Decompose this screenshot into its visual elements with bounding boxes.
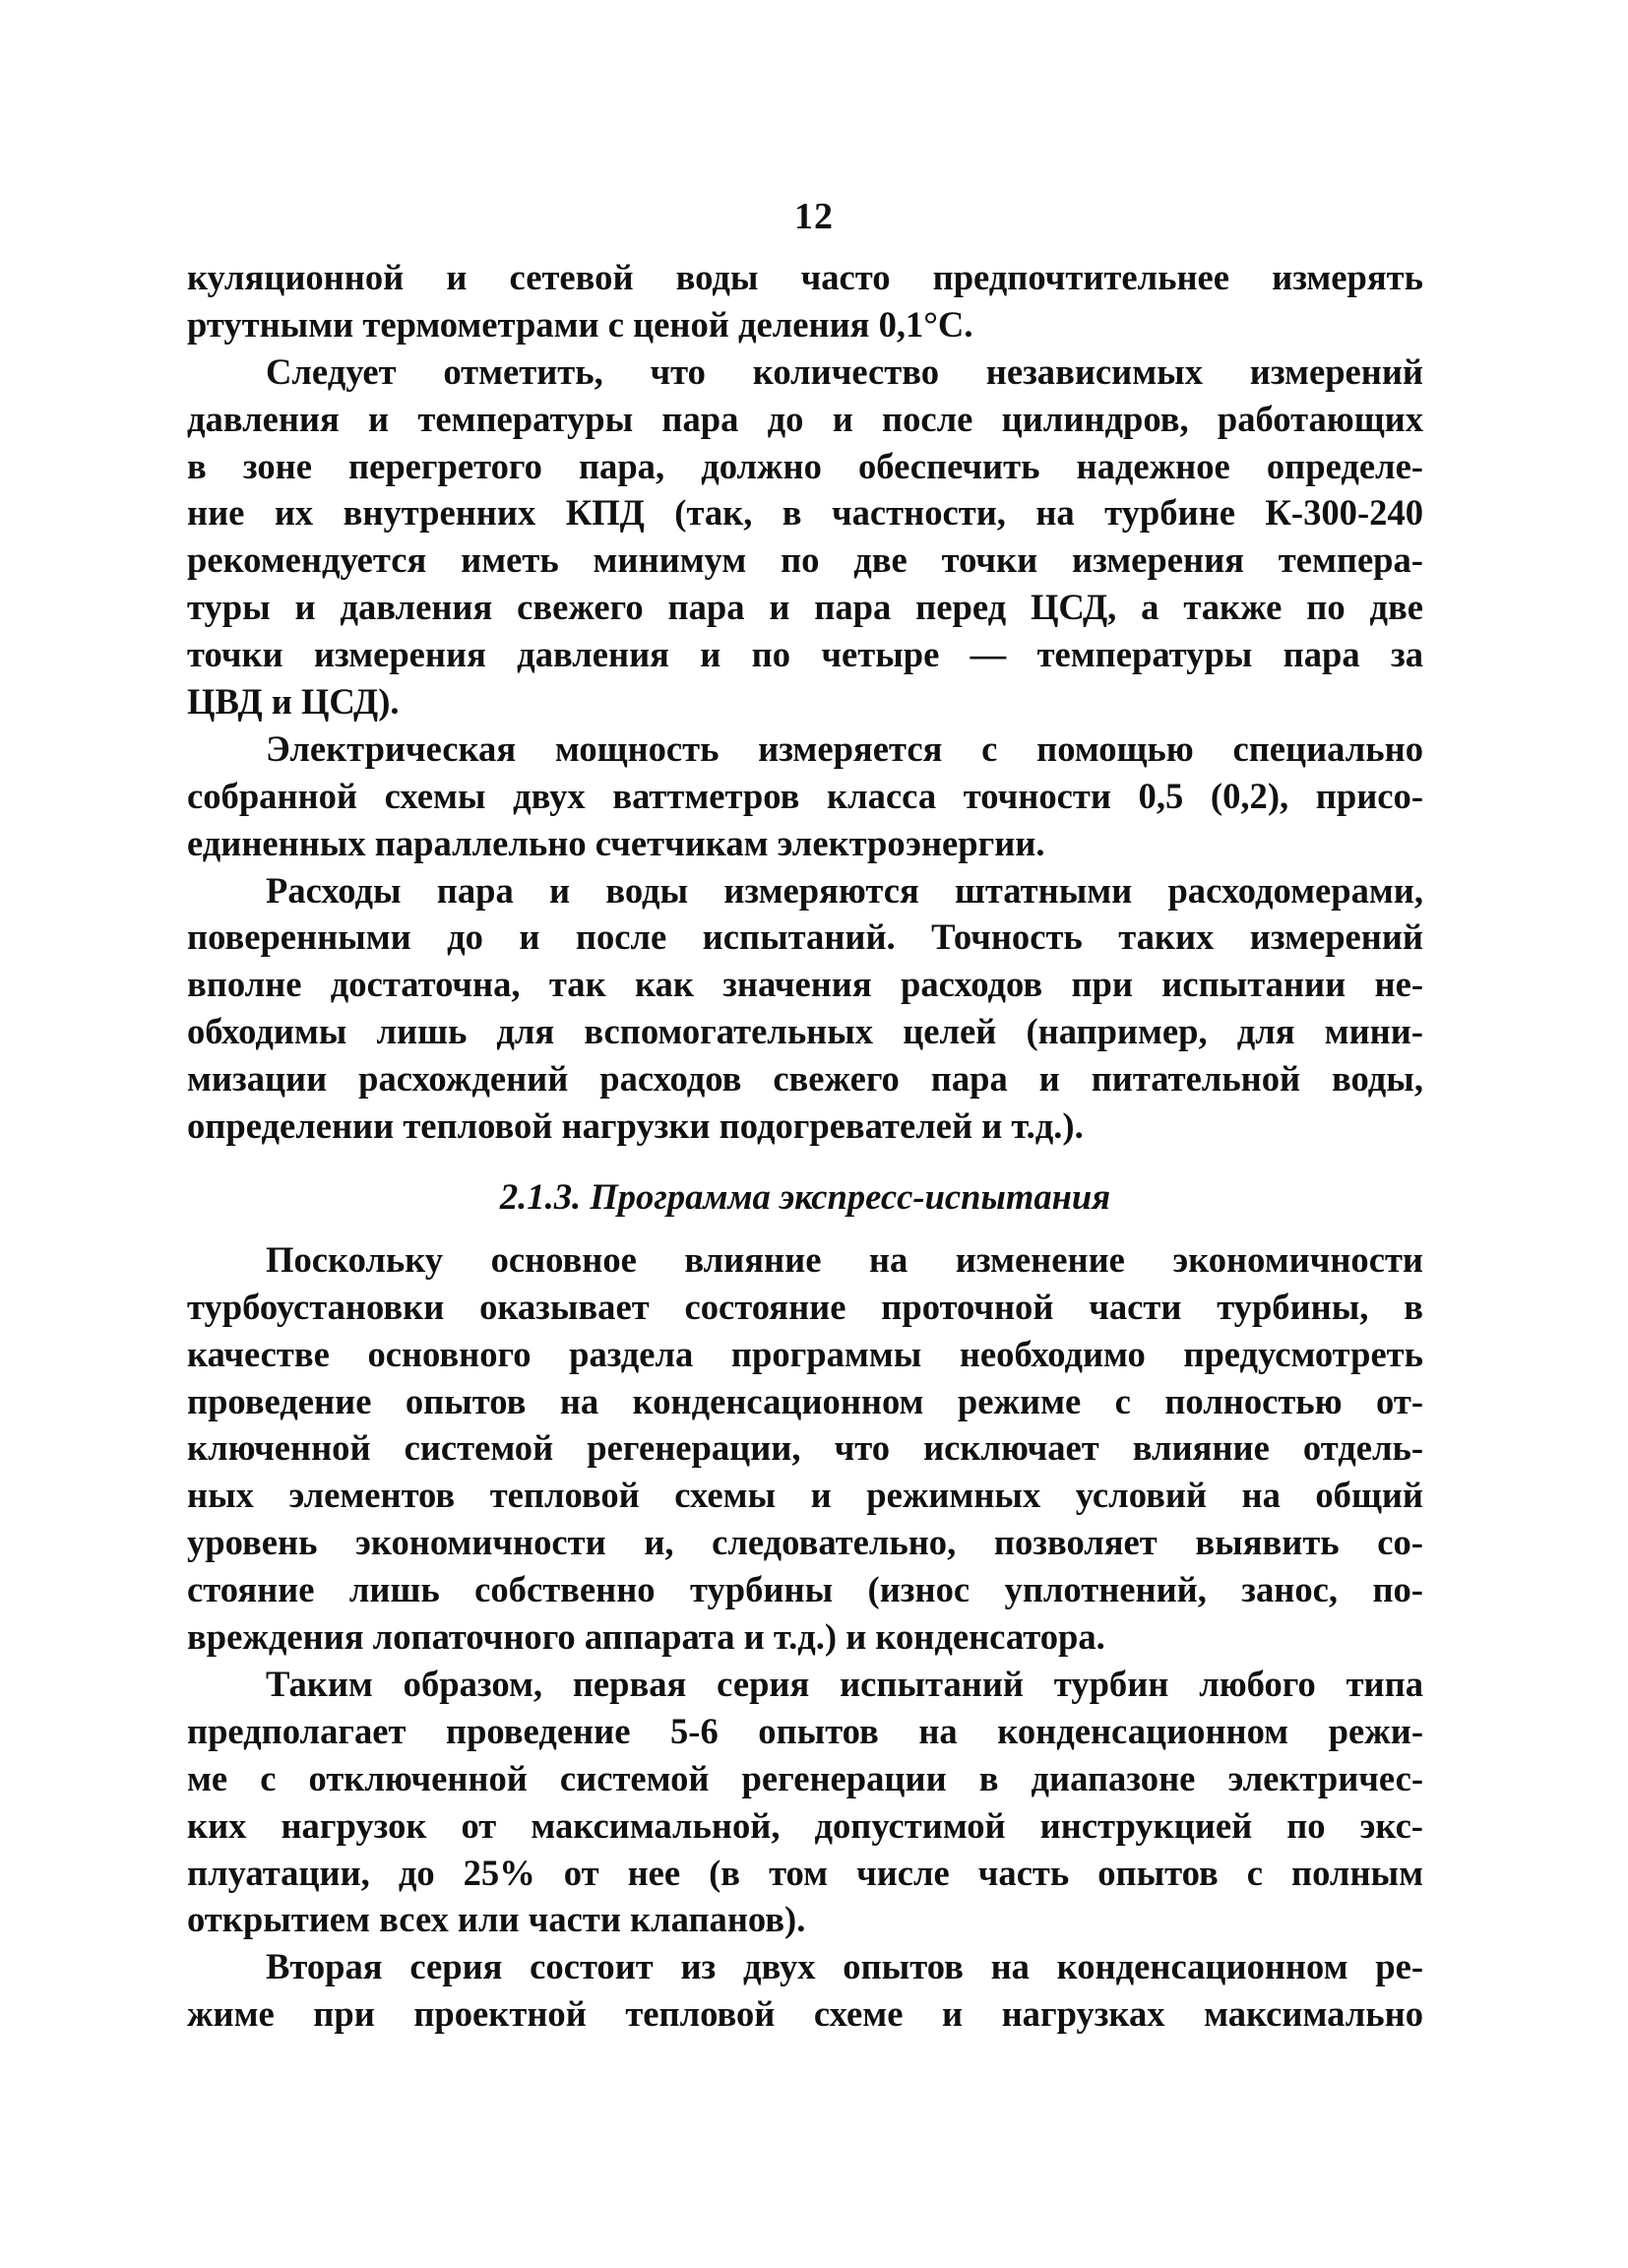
paragraph [187,725,1423,867]
paragraph [187,867,1423,1150]
paragraph [187,1661,1423,1943]
text-line: Поскольку основное влияние на изменение экономичности [266,1238,1423,1280]
text-line: в зоне перегретого пара, должно обеспечить надежное определе- [187,445,1423,486]
text-line: вполне достаточна, так как значения расходов при испытании не- [187,964,1423,1005]
paragraph [187,348,1423,725]
text-line: определении тепловой нагрузки подогревателей и т.д.). [187,1105,1084,1147]
text-line: единенных параллельно счетчикам электроэнергии. [187,822,1045,863]
text-line: мизации расхождений расходов свежего пара и питательной воды, [187,1058,1423,1100]
section-heading: 2.1.3. Программа экспресс-испытания [499,1175,1111,1217]
text-line: ние их внутренних КПД (так, в частности, на турбине К-300-240 [187,492,1423,534]
text-line: собранной схемы двух ваттметров класса точности 0,5 (0,2), присо- [187,775,1423,816]
text-line: ключенной системой регенерации, что исключает влияние отдель- [187,1427,1423,1469]
text-line: проведение опытов на конденсационном режиме с полностью от- [187,1380,1423,1421]
text-line: уровень экономичности и, следовательно, позволяет выявить со- [187,1522,1423,1563]
text-line: ме с отключенной системой регенерации в диапазоне электричес- [187,1757,1423,1798]
paragraph [187,254,1423,348]
text-line: предполагает проведение 5-6 опытов на конденсационном режи- [187,1710,1423,1751]
text-line: турбоустановки оказывает состояние проточной части турбины, в [187,1286,1423,1327]
paragraph [187,1943,1423,2038]
text-line: Следует отметить, что количество независимых измерений [266,350,1423,392]
text-line: куляционной и сетевой воды часто предпочтительнее измерять [187,257,1423,297]
text-line: поверенными до и после испытаний. Точность таких измерений [187,916,1423,958]
text-line: Расходы пара и воды измеряются штатными расходомерами, [266,869,1423,911]
text-line: жиме при проектной тепловой схеме и нагрузках максимально [187,1993,1423,2035]
text-line: качестве основного раздела программы необходимо предусмотреть [187,1333,1423,1374]
text-line: Электрическая мощность измеряется с помощью специально [266,727,1423,769]
text-line: точки измерения давления и по четыре — температуры пара за [187,634,1423,675]
text-line: ных элементов тепловой схемы и режимных условий на общий [187,1475,1423,1516]
text-line: давления и температуры пара до и после цилиндров, работающих [187,398,1423,439]
text-line: Вторая серия состоит из двух опытов на конденсационном ре- [266,1946,1423,1987]
text-line: открытием всех или части клапанов). [187,1899,806,1940]
text-line: рекомендуется иметь минимум по две точки измерения темпера- [187,539,1423,581]
paragraph [187,1236,1423,1661]
text-line: стояние лишь собственно турбины (износ уплотнений, занос, по- [187,1569,1423,1610]
body-text [187,254,1423,2038]
page-number: 12 [794,196,834,237]
text-line: обходимы лишь для вспомогательных целей (например, для мини- [187,1011,1423,1052]
text-line: вреждения лопаточного аппарата и т.д.) и конденсатора. [187,1616,1105,1658]
text-line: ртутными термометрами с ценой деления 0,1°С. [187,303,973,345]
text-line: туры и давления свежего пара и пара перед ЦСД, а также по две [187,587,1423,628]
text-line: ких нагрузок от максимальной, допустимой инструкцией по экс- [187,1804,1423,1846]
text-line: ЦВД и ЦСД). [187,681,400,723]
text-line: Таким образом, первая серия испытаний турбин любого типа [266,1663,1423,1704]
text-line: плуатации, до 25% от нее (в том числе часть опытов с полным [187,1852,1423,1893]
